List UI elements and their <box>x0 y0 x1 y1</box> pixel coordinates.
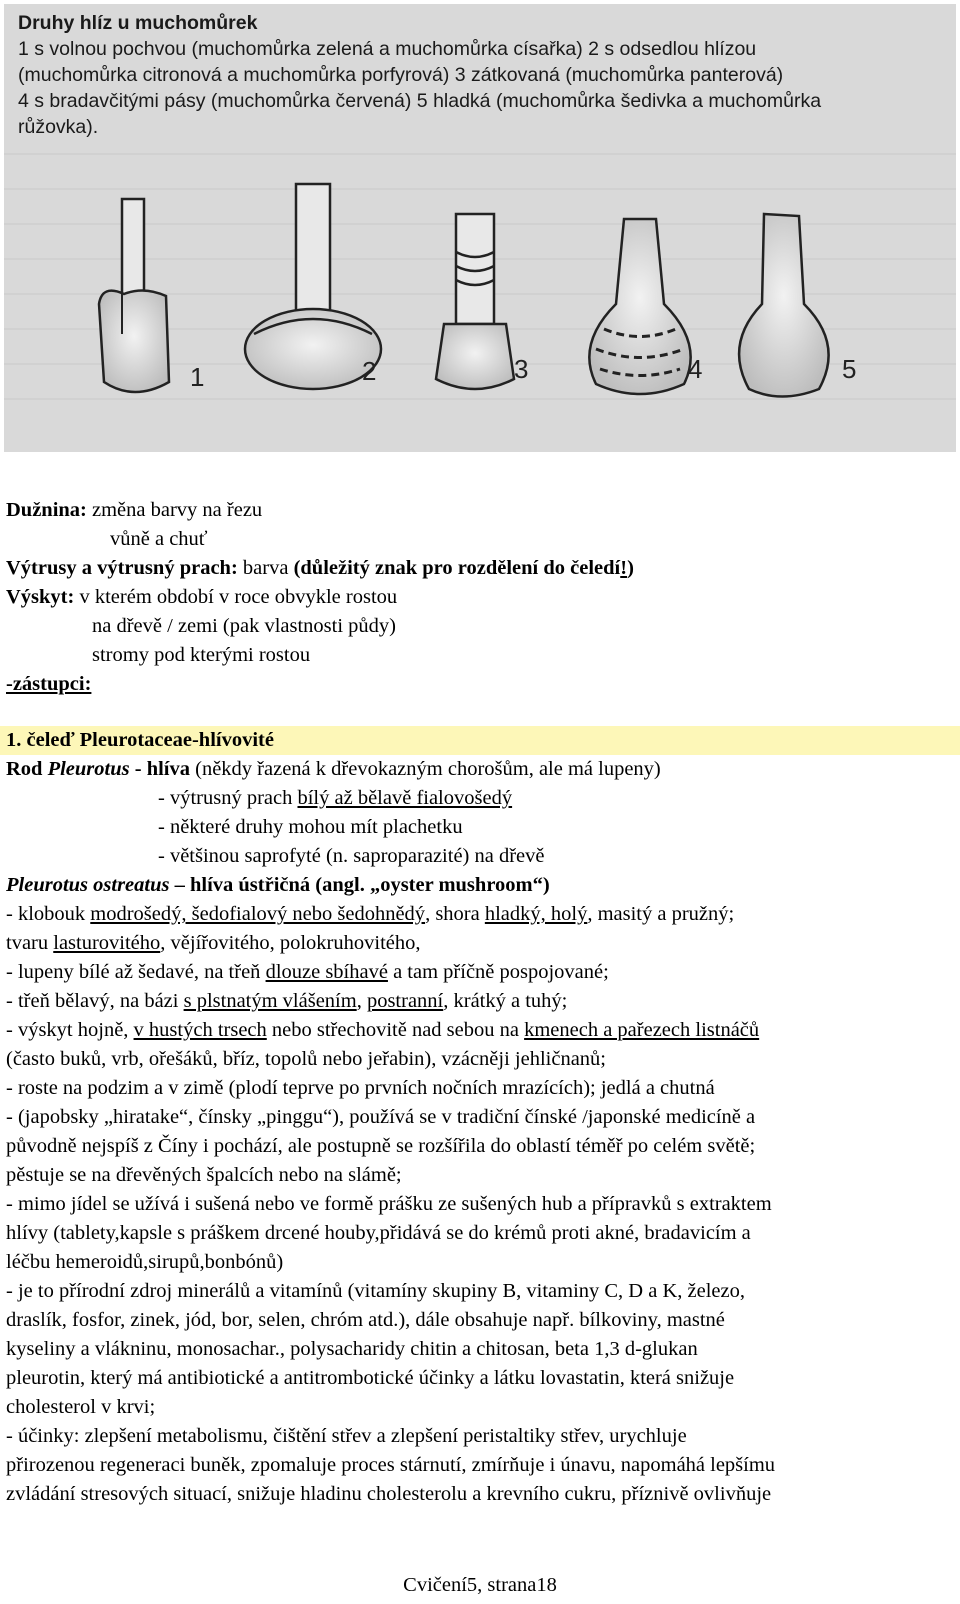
text-line: původně nejspíš z Číny i pochází, ale postupně se rozšířila do oblastí téměř po celém světě; <box>6 1135 756 1157</box>
text-line: - je to přírodní zdroj minerálů a vitamínů (vitamíny skupiny B, vitaminy C, D a K, železo, <box>6 1280 745 1302</box>
text-span: (důležitý znak pro rozdělení do čeledí <box>293 557 621 579</box>
species-heading <box>6 871 550 900</box>
text-span: a tam příčně pospojované; <box>387 961 609 983</box>
label-duznina: Dužnina: <box>6 499 87 521</box>
text-span: , shora <box>425 903 485 925</box>
text-span: postranní <box>366 990 444 1012</box>
text-span: - výskyt hojně, <box>6 1019 134 1041</box>
text-span: Pleurotus ostreatus <box>6 874 170 896</box>
text-span: - hlíva <box>129 758 190 780</box>
volva-5 <box>739 214 829 397</box>
text-span: (někdy řazená k dřevokazným chorošům, ale má lupeny) <box>190 758 661 780</box>
figure-number: 5 <box>842 354 857 384</box>
text-line: - roste na podzim a v zimě (plodí teprve po prvních nočních mrazících); jedlá a chutná <box>6 1077 715 1099</box>
text-span: - výtrusný prach <box>158 787 298 809</box>
text-span: v hustých trsech <box>133 1019 267 1041</box>
text-line: vůně a chuť <box>110 528 208 550</box>
text-line: (často buků, vrb, ořešáků, bříz, topolů nebo jeřabin), vzácněji jehličnanů; <box>6 1048 606 1070</box>
text-line <box>6 496 262 525</box>
figure-caption <box>18 10 938 140</box>
figure-number: 4 <box>688 354 703 384</box>
text-span: lasturovitého <box>53 932 161 954</box>
text-line: hlívy (tablety,kapsle s práškem drcené houby,přidává se do krémů proti akné, bradavicím a <box>6 1222 751 1244</box>
text-span: Rod <box>6 758 48 780</box>
amanita-volva-figure <box>4 4 956 452</box>
text-line: přirozenou regeneraci buněk, zpomaluje proces stárnutí, zmírňuje i únavu, napomáhá lepšímu <box>6 1454 776 1476</box>
text-span: v kterém období v roce obvykle rostou <box>74 586 398 608</box>
text-span: modrošedý, šedofialový nebo šedohnědý <box>90 903 426 925</box>
caption-line: růžovka). <box>18 116 99 138</box>
label-vyskyt: Výskyt: <box>6 586 75 608</box>
caption-line: 1 s volnou pochvou (muchomůrka zelená a muchomůrka císařka) 2 s odsedlou hlízou <box>18 38 757 60</box>
label-vytrusy: Výtrusy a výtrusný prach: <box>6 557 238 579</box>
text-span: , krátký a tuhý; <box>443 990 568 1012</box>
text-line: pleurotin, který má antibiotické a antitrombotické účinky a látku lovastatin, která snižuje <box>6 1367 735 1389</box>
text-span: nebo střechovitě nad sebou na <box>266 1019 525 1041</box>
text-line <box>158 784 512 813</box>
text-span: – hlíva ústřičná (angl. „oyster mushroom“) <box>169 874 550 896</box>
text-span: - klobouk <box>6 903 91 925</box>
text-line: pěstuje se na dřevěných špalcích nebo na slámě; <box>6 1164 402 1186</box>
text-span: změna barvy na řezu <box>86 499 263 521</box>
text-line: - většinou saprofyté (n. saproparazité) na dřevě <box>158 845 545 867</box>
text-span: , vějířovitého, polokruhovitého, <box>160 932 421 954</box>
text-span: hladký, holý <box>484 903 588 925</box>
caption-line: (muchomůrka citronová a muchomůrka porfyrová) 3 zátkovaná (muchomůrka panterová) <box>18 64 784 86</box>
text-span: tvaru <box>6 932 54 954</box>
text-line: - účinky: zlepšení metabolismu, čištění střev a zlepšení peristaltiky střev, urychluje <box>6 1425 687 1447</box>
text-line <box>6 900 734 929</box>
text-line: - některé druhy mohou mít plachetku <box>158 816 463 838</box>
text-line <box>6 755 661 784</box>
text-span: - třeň bělavý, na bázi <box>6 990 184 1012</box>
text-line: léčbu hemeroidů,sirupů,bonbónů) <box>6 1251 284 1273</box>
volva-2 <box>245 184 381 389</box>
volva-1 <box>99 199 169 392</box>
page-footer: Cvičení5, strana18 <box>403 1574 557 1596</box>
text-span: , masitý a pružný; <box>587 903 735 925</box>
text-line <box>6 929 421 958</box>
figure-number: 1 <box>190 362 205 392</box>
text-line: zvládání stresových situací, snižuje hladinu cholesterolu a krevního cukru, příznivě ovlivňuje <box>6 1483 772 1505</box>
text-span: - lupeny bílé až šedavé, na třeň <box>6 961 266 983</box>
text-span: ) <box>627 557 634 579</box>
text-line <box>6 583 397 612</box>
text-span: kmenech a pařezech listnáčů <box>524 1019 760 1041</box>
text-line <box>6 554 634 583</box>
text-span: ! <box>620 557 628 579</box>
caption-line: 4 s bradavčitými pásy (muchomůrka červená) 5 hladká (muchomůrka šedivka a muchomůrka <box>18 90 822 112</box>
volva-4 <box>589 219 690 394</box>
text-line: na dřevě / zemi (pak vlastnosti půdy) <box>92 615 396 637</box>
text-line: cholesterol v krvi; <box>6 1396 156 1418</box>
family-heading: 1. čeleď Pleurotaceae-hlívovité <box>6 729 274 751</box>
text-line <box>6 987 567 1016</box>
text-span: barva <box>237 557 294 579</box>
text-span: s plstnatým vlášením <box>183 990 357 1012</box>
text-span: , <box>356 990 367 1012</box>
text-span: bílý až bělavě fialovošedý <box>297 787 513 809</box>
label-zastupci: -zástupci: <box>6 673 92 695</box>
figure-title: Druhy hlíz u muchomůrek <box>18 12 258 34</box>
text-line <box>6 1016 759 1045</box>
text-span: dlouze sbíhavé <box>265 961 388 983</box>
text-line: kyseliny a vlákninu, monosachar., polysacharidy chitin a chitosan, beta 1,3 d-glukan <box>6 1338 698 1360</box>
figure-number: 2 <box>362 356 377 386</box>
text-line <box>6 958 609 987</box>
text-span: Pleurotus <box>47 758 130 780</box>
text-line: draslík, fosfor, zinek, jód, bor, selen, chróm atd.), dále obsahuje např. bílkoviny, mastné <box>6 1309 725 1331</box>
text-line: stromy pod kterými rostou <box>92 644 311 666</box>
text-line: - (japobsky „hiratake“, čínsky „pinggu“), používá se v tradiční čínské /japonské medicíně a <box>6 1106 756 1128</box>
volva-3 <box>436 214 514 389</box>
text-line: - mimo jídel se užívá i sušená nebo ve formě prášku ze sušených hub a přípravků s extraktem <box>6 1193 772 1215</box>
figure-number: 3 <box>514 354 529 384</box>
